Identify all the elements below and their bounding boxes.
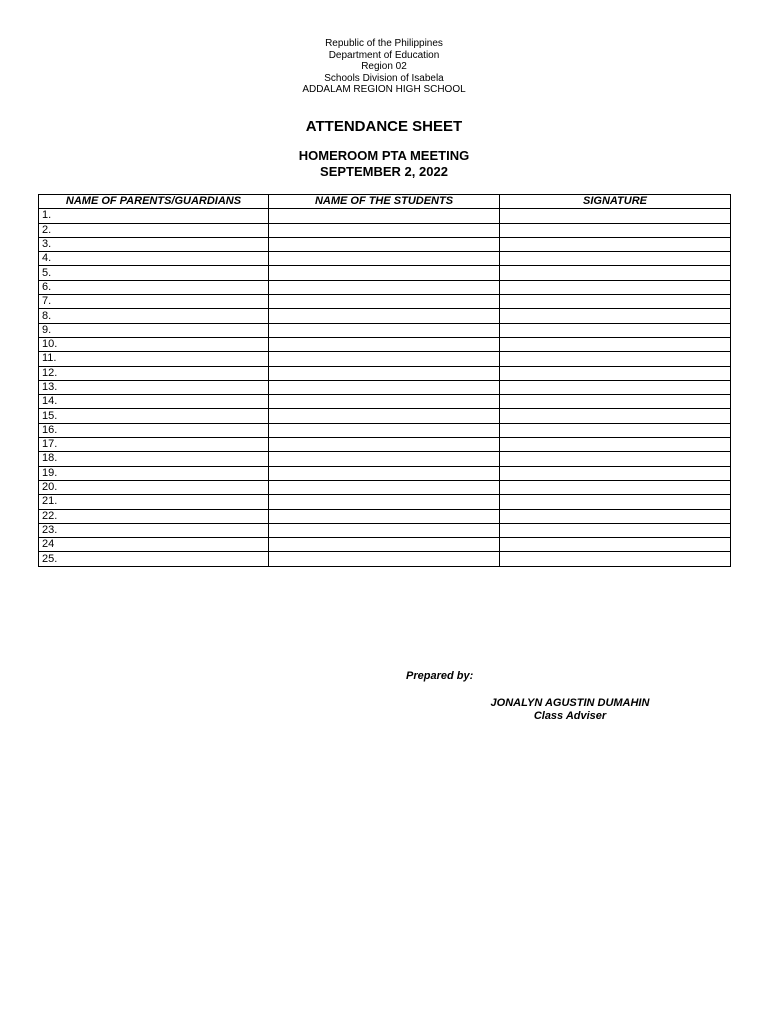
student-name-cell xyxy=(269,523,500,537)
row-number-cell: 5. xyxy=(39,266,269,280)
row-number-cell: 25. xyxy=(39,552,269,566)
attendance-body xyxy=(39,209,731,566)
table-row xyxy=(39,552,731,566)
table-row xyxy=(39,452,731,466)
letterhead-republic: Republic of the Philippines xyxy=(325,38,443,49)
student-name-cell xyxy=(269,309,500,323)
letterhead-region: Region 02 xyxy=(361,61,407,72)
student-name-cell xyxy=(269,280,500,294)
table-row xyxy=(39,466,731,480)
row-number-cell: 24 xyxy=(39,538,269,552)
signature-cell xyxy=(500,409,731,423)
signature-cell xyxy=(500,280,731,294)
row-number-cell: 13. xyxy=(39,380,269,394)
signature-cell xyxy=(500,337,731,351)
student-name-cell xyxy=(269,495,500,509)
student-name-cell xyxy=(269,209,500,223)
table-row xyxy=(39,337,731,351)
student-name-cell xyxy=(269,466,500,480)
signature-cell xyxy=(500,223,731,237)
student-name-cell xyxy=(269,323,500,337)
table-row xyxy=(39,438,731,452)
row-number-cell: 1. xyxy=(39,209,269,223)
signature-cell xyxy=(500,466,731,480)
signature-cell xyxy=(500,438,731,452)
meeting-date: SEPTEMBER 2, 2022 xyxy=(320,163,448,179)
prepared-by-label: Prepared by: xyxy=(406,670,474,682)
row-number-cell: 15. xyxy=(39,409,269,423)
signature-cell xyxy=(500,295,731,309)
table-row xyxy=(39,395,731,409)
letterhead-division: Schools Division of Isabela xyxy=(324,72,444,84)
row-number-cell: 11. xyxy=(39,352,269,366)
signature-cell xyxy=(500,538,731,552)
table-row xyxy=(39,423,731,437)
row-number-cell: 22. xyxy=(39,509,269,523)
student-name-cell xyxy=(269,223,500,237)
document-subtitle xyxy=(0,148,768,179)
table-header-row xyxy=(39,195,731,209)
row-number-cell: 10. xyxy=(39,337,269,351)
table-row xyxy=(39,309,731,323)
row-number-cell: 16. xyxy=(39,423,269,437)
student-name-cell xyxy=(269,380,500,394)
signatory-position: Class Adviser xyxy=(533,710,607,722)
table-row xyxy=(39,209,731,223)
signature-cell xyxy=(500,366,731,380)
table-row xyxy=(39,280,731,294)
header-parents: NAME OF PARENTS/GUARDIANS xyxy=(39,195,269,209)
signature-cell xyxy=(500,352,731,366)
signature-cell xyxy=(500,209,731,223)
table-row xyxy=(39,252,731,266)
table-row xyxy=(39,323,731,337)
header-students: NAME OF THE STUDENTS xyxy=(269,195,500,209)
signature-cell xyxy=(500,523,731,537)
student-name-cell xyxy=(269,438,500,452)
student-name-cell xyxy=(269,266,500,280)
signature-cell xyxy=(500,495,731,509)
table-row xyxy=(39,523,731,537)
student-name-cell xyxy=(269,409,500,423)
signature-cell xyxy=(500,323,731,337)
student-name-cell xyxy=(269,337,500,351)
signature-cell xyxy=(500,395,731,409)
student-name-cell xyxy=(269,538,500,552)
student-name-cell xyxy=(269,252,500,266)
signature-cell xyxy=(500,237,731,251)
signature-cell xyxy=(500,480,731,494)
student-name-cell xyxy=(269,295,500,309)
table-row xyxy=(39,538,731,552)
meeting-name: HOMEROOM PTA MEETING xyxy=(298,148,470,163)
signature-cell xyxy=(500,509,731,523)
table-row xyxy=(39,509,731,523)
student-name-cell xyxy=(269,423,500,437)
table-row xyxy=(39,237,731,251)
header-signature: SIGNATURE xyxy=(500,195,731,209)
table-row xyxy=(39,495,731,509)
table-row xyxy=(39,380,731,394)
document-title: ATTENDANCE SHEET xyxy=(305,118,463,135)
row-number-cell: 19. xyxy=(39,466,269,480)
signature-cell xyxy=(500,423,731,437)
student-name-cell xyxy=(269,552,500,566)
attendance-table xyxy=(38,194,731,567)
signature-cell xyxy=(500,452,731,466)
table-row xyxy=(39,366,731,380)
row-number-cell: 18. xyxy=(39,452,269,466)
student-name-cell xyxy=(269,509,500,523)
table-row xyxy=(39,480,731,494)
letterhead-school: ADDALAM REGION HIGH SCHOOL xyxy=(302,84,466,95)
table-row xyxy=(39,409,731,423)
row-number-cell: 21. xyxy=(39,495,269,509)
row-number-cell: 23. xyxy=(39,523,269,537)
signature-cell xyxy=(500,552,731,566)
table-row xyxy=(39,266,731,280)
student-name-cell xyxy=(269,480,500,494)
signatory-block xyxy=(460,697,680,723)
student-name-cell xyxy=(269,395,500,409)
signature-cell xyxy=(500,266,731,280)
table-row xyxy=(39,352,731,366)
row-number-cell: 20. xyxy=(39,480,269,494)
row-number-cell: 6. xyxy=(39,280,269,294)
row-number-cell: 8. xyxy=(39,309,269,323)
row-number-cell: 2. xyxy=(39,223,269,237)
row-number-cell: 12. xyxy=(39,366,269,380)
signature-cell xyxy=(500,252,731,266)
student-name-cell xyxy=(269,452,500,466)
student-name-cell xyxy=(269,237,500,251)
row-number-cell: 9. xyxy=(39,323,269,337)
student-name-cell xyxy=(269,352,500,366)
table-row xyxy=(39,295,731,309)
signature-cell xyxy=(500,380,731,394)
row-number-cell: 17. xyxy=(39,438,269,452)
row-number-cell: 7. xyxy=(39,295,269,309)
signatory-name: JONALYN AGUSTIN DUMAHIN xyxy=(490,697,650,709)
letterhead xyxy=(0,38,768,96)
student-name-cell xyxy=(269,366,500,380)
row-number-cell: 14. xyxy=(39,395,269,409)
table-row xyxy=(39,223,731,237)
row-number-cell: 3. xyxy=(39,237,269,251)
signature-cell xyxy=(500,309,731,323)
letterhead-department: Department of Education xyxy=(328,49,440,61)
row-number-cell: 4. xyxy=(39,252,269,266)
